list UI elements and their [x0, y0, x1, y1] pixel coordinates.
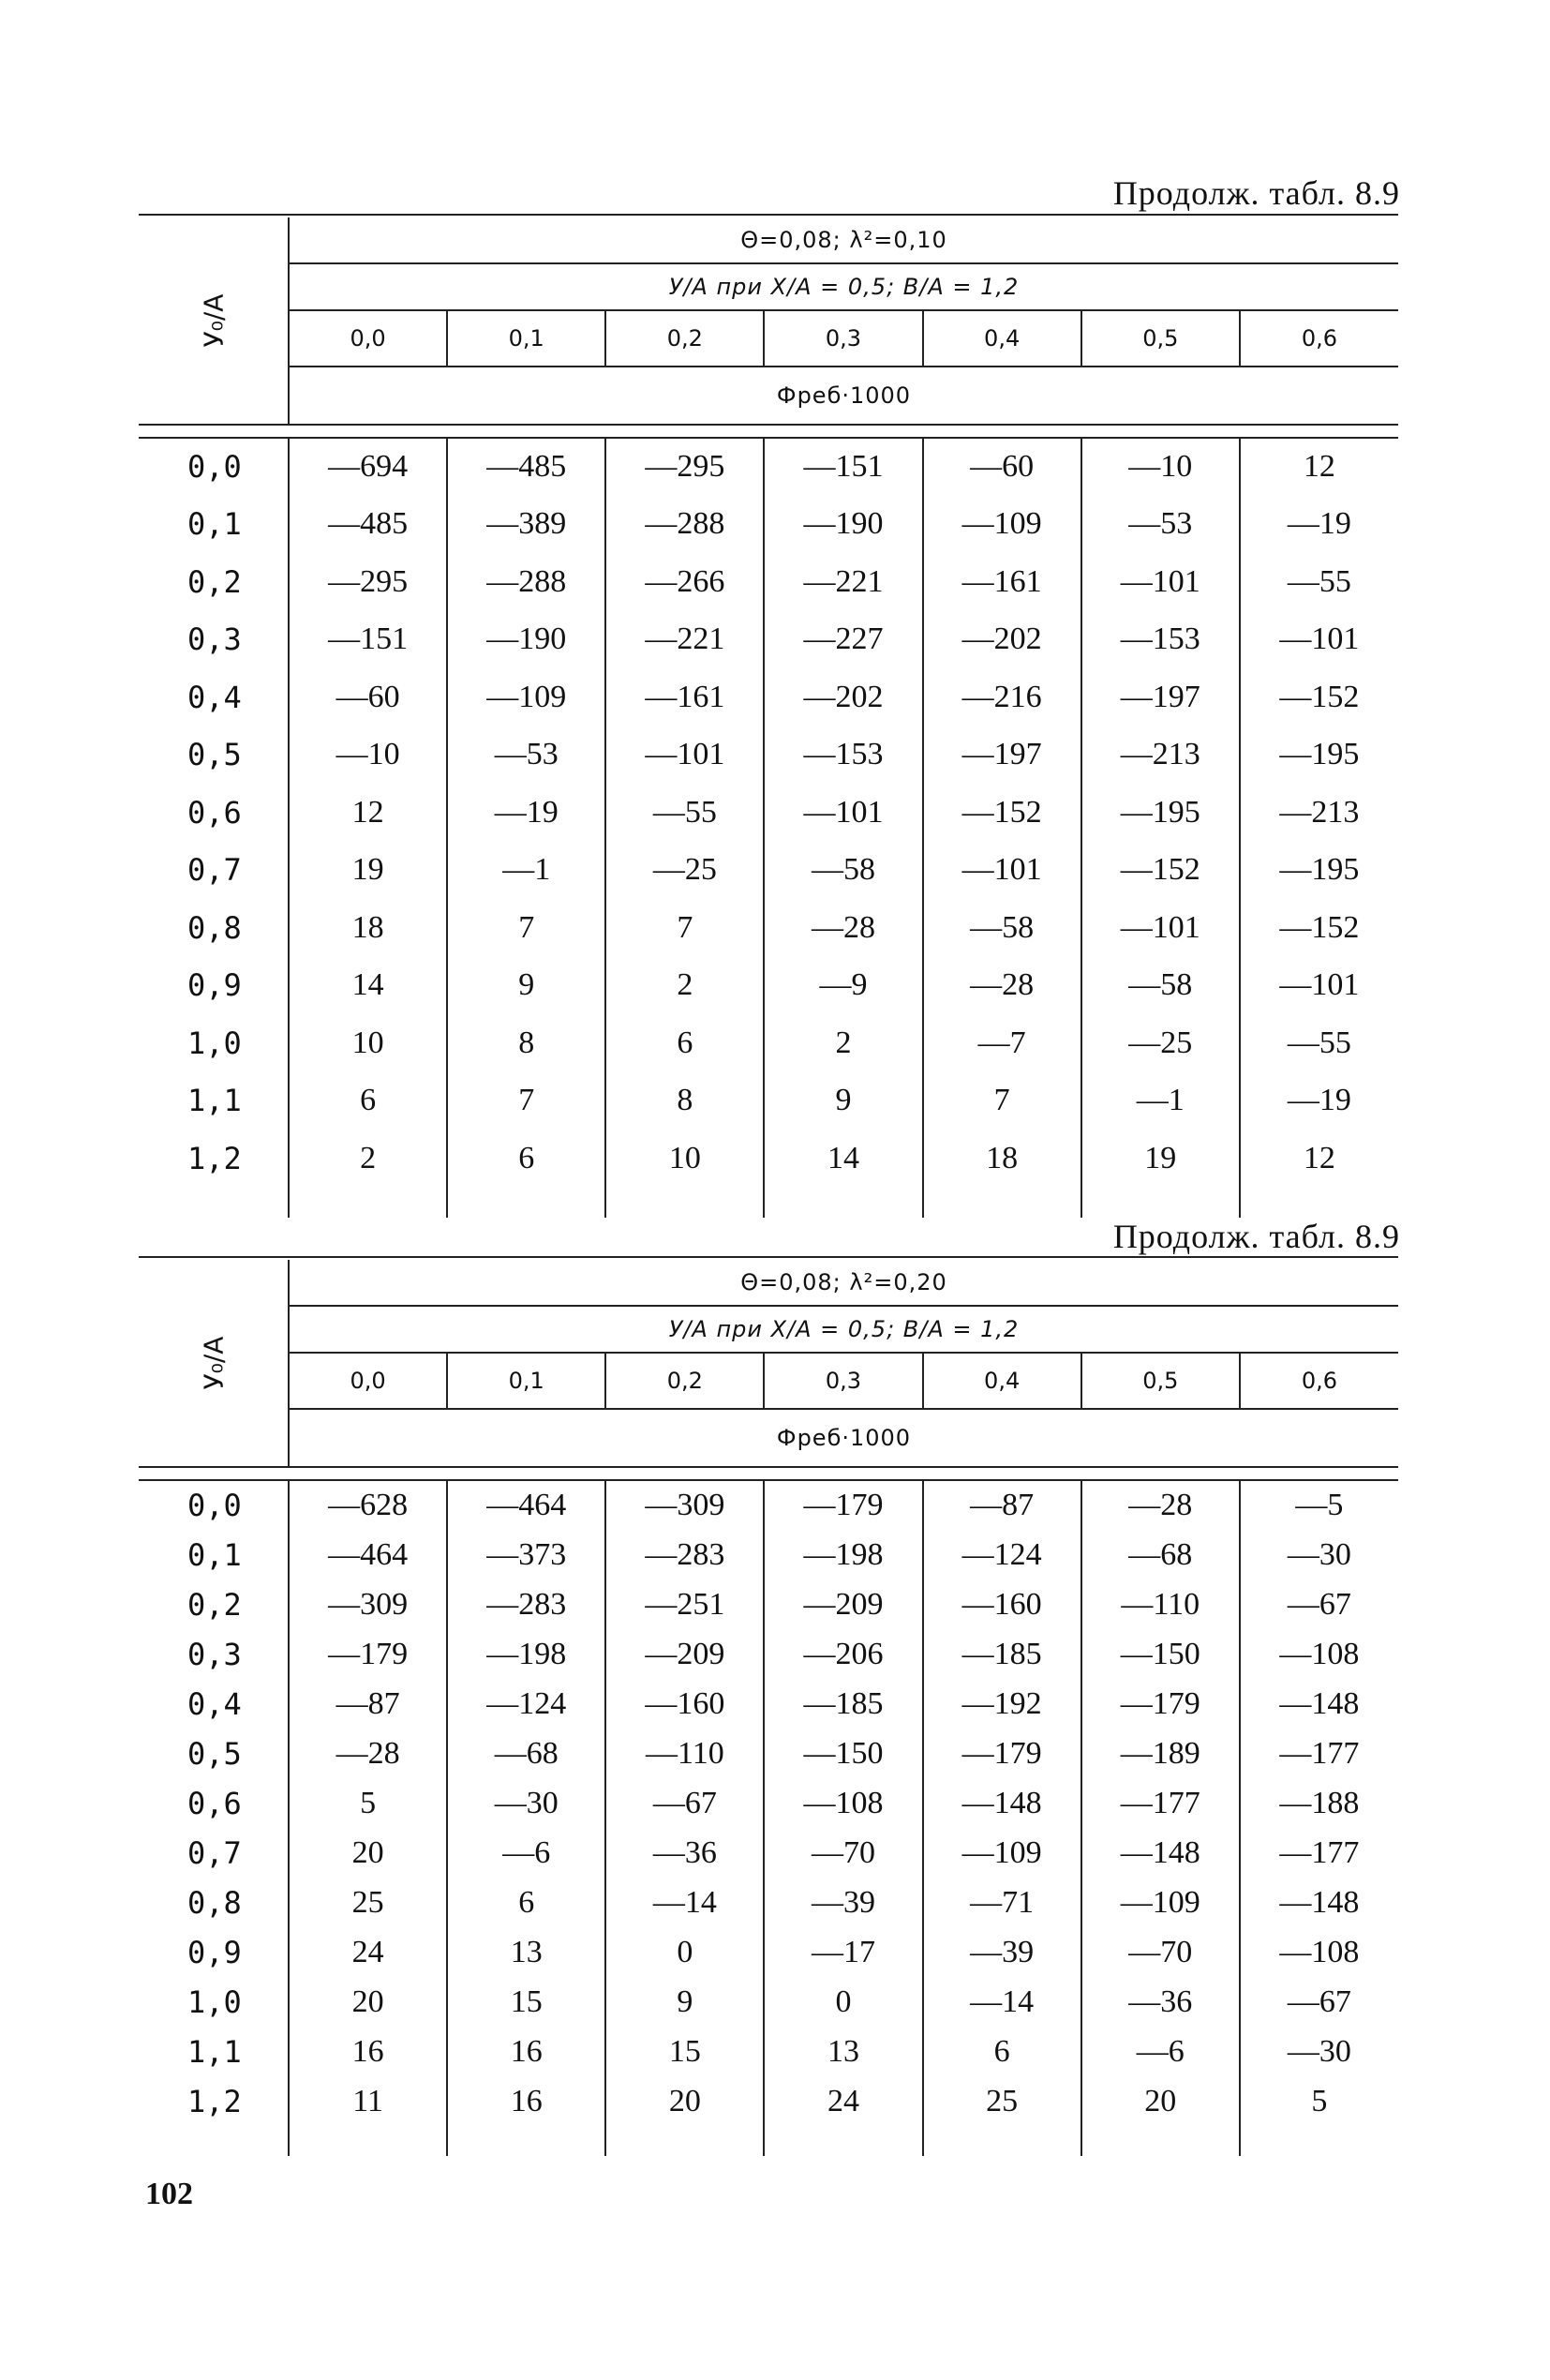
table-cell: —464 [447, 1480, 605, 1530]
table-cell: —6 [447, 1828, 605, 1878]
table-cell: —179 [764, 1480, 922, 1530]
table-cell: —153 [764, 726, 922, 785]
table-cell: —7 [923, 1014, 1081, 1072]
table-cell: —179 [289, 1629, 447, 1679]
table-cell: 6 [605, 1014, 764, 1072]
table-row [139, 1480, 1398, 1530]
table-row [139, 1579, 1398, 1629]
stub-header [139, 1260, 289, 1467]
table-cell: 0 [605, 1927, 764, 1977]
table-cell: 12 [1240, 1130, 1398, 1188]
table-cell: —295 [289, 553, 447, 611]
table-cell: —209 [605, 1629, 764, 1679]
table-cell: —283 [447, 1579, 605, 1629]
table-cell: —1 [1081, 1072, 1240, 1130]
table-cell: —161 [605, 668, 764, 726]
table-cell: —221 [764, 553, 922, 611]
column-header: 0,6 [1240, 1353, 1398, 1409]
column-header: 0,2 [605, 1353, 764, 1409]
table-grid [139, 1256, 1398, 2156]
table-cell: 16 [447, 2076, 605, 2126]
table-cell: —101 [1240, 611, 1398, 669]
table-cell: —148 [1240, 1878, 1398, 1927]
subheader: У/А при Х/А = 0,5; В/А = 1,2 [289, 263, 1398, 310]
table-caption-1: Продолж. табл. 8.9 [1112, 174, 1400, 212]
table-cell: 20 [289, 1977, 447, 2027]
table-row [139, 1927, 1398, 1977]
table-cell: —177 [1240, 1828, 1398, 1878]
table-cell: —179 [923, 1729, 1081, 1778]
table-cell: —295 [605, 438, 764, 496]
table-cell: 11 [289, 2076, 447, 2126]
table-cell: —152 [923, 784, 1081, 842]
table-cell: —70 [764, 1828, 922, 1878]
table-cell: 6 [289, 1072, 447, 1130]
table-cell: 14 [764, 1130, 922, 1188]
row-key: 1,2 [187, 1140, 242, 1176]
table-cell: —58 [764, 842, 922, 900]
column-header: 0,3 [764, 1353, 922, 1409]
table-cell: —148 [923, 1778, 1081, 1828]
table-cell: —283 [605, 1530, 764, 1579]
table-cell: —179 [1081, 1679, 1240, 1729]
table-cell: —109 [923, 1828, 1081, 1878]
table-cell: 20 [289, 1828, 447, 1878]
table-cell: —389 [447, 496, 605, 554]
table-cell: —53 [447, 726, 605, 785]
phi-label: Фреб·1000 [289, 1409, 1398, 1467]
table-cell: 20 [605, 2076, 764, 2126]
table-row [139, 1629, 1398, 1679]
table-cell: —58 [1081, 957, 1240, 1015]
table-cell: —19 [1240, 496, 1398, 554]
table-cell: 10 [289, 1014, 447, 1072]
table-cell: 7 [447, 1072, 605, 1130]
table-cell: 2 [289, 1130, 447, 1188]
table-cell: —152 [1240, 668, 1398, 726]
table-cell: —188 [1240, 1778, 1398, 1828]
table-cell: —70 [1081, 1927, 1240, 1977]
table-cell: —197 [923, 726, 1081, 785]
table-row [139, 726, 1398, 785]
table-cell: —60 [923, 438, 1081, 496]
column-header: 0,5 [1081, 310, 1240, 367]
table-cell: —28 [764, 899, 922, 957]
table-cell: —177 [1240, 1729, 1398, 1778]
table-cell: —14 [923, 1977, 1081, 2027]
table-cell: 25 [923, 2076, 1081, 2126]
table-cell: —9 [764, 957, 922, 1015]
table-cell: 13 [764, 2027, 922, 2076]
table-cell: 8 [447, 1014, 605, 1072]
table-cell: 24 [289, 1927, 447, 1977]
table-cell: —108 [1240, 1927, 1398, 1977]
table-row [139, 842, 1398, 900]
stub-header [139, 217, 289, 425]
table-cell: 9 [605, 1977, 764, 2027]
table-cell: —190 [447, 611, 605, 669]
table-row [139, 899, 1398, 957]
table-cell: 6 [447, 1130, 605, 1188]
table-cell: —148 [1081, 1828, 1240, 1878]
table-cell: —68 [1081, 1530, 1240, 1579]
row-key: 0,1 [187, 506, 242, 543]
table-cell: 6 [923, 2027, 1081, 2076]
table-cell: —58 [923, 899, 1081, 957]
table-row [139, 1072, 1398, 1130]
row-key: 0,0 [187, 1488, 242, 1523]
table-cell: —485 [447, 438, 605, 496]
row-key: 0,4 [187, 1685, 242, 1722]
table-cell: —206 [764, 1629, 922, 1679]
table-row [139, 1130, 1398, 1188]
table-cell: —221 [605, 611, 764, 669]
table-cell: 0 [764, 1977, 922, 2027]
table-cell: —202 [923, 611, 1081, 669]
table-cell: —148 [1240, 1679, 1398, 1729]
table-row [139, 1679, 1398, 1729]
table-cell: —30 [447, 1778, 605, 1828]
table-cell: —101 [923, 842, 1081, 900]
table-cell: 7 [447, 899, 605, 957]
table-cell: 9 [764, 1072, 922, 1130]
table-cell: —694 [289, 438, 447, 496]
table-cell: —197 [1081, 668, 1240, 726]
table-cell: —19 [447, 784, 605, 842]
table-cell: 18 [923, 1130, 1081, 1188]
table-cell: —152 [1240, 899, 1398, 957]
table-cell: —124 [447, 1679, 605, 1729]
table-cell: —266 [605, 553, 764, 611]
table-cell: 2 [764, 1014, 922, 1072]
table-cell: —19 [1240, 1072, 1398, 1130]
table-cell: —55 [1240, 1014, 1398, 1072]
table-cell: 5 [1240, 2076, 1398, 2126]
table-cell: —485 [289, 496, 447, 554]
table-cell: —17 [764, 1927, 922, 1977]
table-cell: —177 [1081, 1778, 1240, 1828]
table-cell: —87 [923, 1480, 1081, 1530]
row-key: 0,7 [187, 1834, 242, 1871]
table-row [139, 1014, 1398, 1072]
table-cell: 12 [289, 784, 447, 842]
table-cell: —109 [1081, 1878, 1240, 1927]
table-cell: —25 [1081, 1014, 1240, 1072]
table-cell: —55 [605, 784, 764, 842]
row-key: 0,3 [187, 621, 242, 658]
table-cell: —71 [923, 1878, 1081, 1927]
table-cell: 9 [447, 957, 605, 1015]
table-cell: —160 [605, 1679, 764, 1729]
table-row [139, 553, 1398, 611]
column-header: 0,0 [289, 1353, 447, 1409]
table-row [139, 1828, 1398, 1878]
table-row [139, 1878, 1398, 1927]
table-cell: —150 [1081, 1629, 1240, 1679]
table-cell: —30 [1240, 2027, 1398, 2076]
table-grid [139, 214, 1398, 1218]
table-cell: —5 [1240, 1480, 1398, 1530]
table-cell: —309 [605, 1480, 764, 1530]
row-key: 0,5 [187, 737, 242, 773]
column-header: 0,6 [1240, 310, 1398, 367]
table-cell: —25 [605, 842, 764, 900]
table-cell: 12 [1240, 438, 1398, 496]
table-cell: —190 [764, 496, 922, 554]
table-cell: —153 [1081, 611, 1240, 669]
table-cell: —309 [289, 1579, 447, 1629]
row-key: 1,0 [187, 1983, 242, 2020]
table-cell: —202 [764, 668, 922, 726]
table-row [139, 2076, 1398, 2126]
column-header: 0,3 [764, 310, 922, 367]
table-cell: 16 [289, 2027, 447, 2076]
table-cell: —198 [447, 1629, 605, 1679]
table-cell: 7 [923, 1072, 1081, 1130]
table-cell: 10 [605, 1130, 764, 1188]
table-cell: —151 [764, 438, 922, 496]
row-key: 1,1 [187, 1083, 242, 1119]
table-cell: 5 [289, 1778, 447, 1828]
table-cell: —101 [1081, 553, 1240, 611]
table-cell: —101 [764, 784, 922, 842]
table-cell: —192 [923, 1679, 1081, 1729]
subheader: У/А при Х/А = 0,5; В/А = 1,2 [289, 1306, 1398, 1353]
table-cell: —213 [1081, 726, 1240, 785]
table-cell: —195 [1240, 842, 1398, 900]
table-row [139, 1729, 1398, 1778]
table-cell: —151 [289, 611, 447, 669]
table-cell: 7 [605, 899, 764, 957]
table-cell: —101 [605, 726, 764, 785]
table-cell: —39 [764, 1878, 922, 1927]
table-cell: —108 [764, 1778, 922, 1828]
table-row [139, 1530, 1398, 1579]
row-key: 0,9 [187, 967, 242, 1004]
table-row [139, 2027, 1398, 2076]
stub-label: У₀/А [198, 1336, 229, 1390]
table-cell: —161 [923, 553, 1081, 611]
table-cell: —110 [1081, 1579, 1240, 1629]
table-cell: —108 [1240, 1629, 1398, 1679]
table-cell: —213 [1240, 784, 1398, 842]
table-cell: —14 [605, 1878, 764, 1927]
table-cell: —10 [1081, 438, 1240, 496]
table-row [139, 611, 1398, 669]
table-cell: —185 [764, 1679, 922, 1729]
table-cell: —464 [289, 1530, 447, 1579]
table-cell: 14 [289, 957, 447, 1015]
table-cell: —28 [923, 957, 1081, 1015]
table-row [139, 1977, 1398, 2027]
row-key: 0,4 [187, 679, 242, 715]
table-cell: 19 [1081, 1130, 1240, 1188]
table-cell: —6 [1081, 2027, 1240, 2076]
table-cell: —373 [447, 1530, 605, 1579]
table-cell: —209 [764, 1579, 922, 1629]
column-header: 0,2 [605, 310, 764, 367]
row-key: 0,6 [187, 794, 242, 831]
table-row [139, 438, 1398, 496]
table-cell: 20 [1081, 2076, 1240, 2126]
table-cell: —160 [923, 1579, 1081, 1629]
table-cell: —109 [447, 668, 605, 726]
table-cell: —124 [923, 1530, 1081, 1579]
table-cell: —1 [447, 842, 605, 900]
params-header: Θ=0,08; λ²=0,20 [289, 1260, 1398, 1306]
column-header: 0,1 [447, 310, 605, 367]
table-cell: 16 [447, 2027, 605, 2076]
row-key: 0,0 [187, 449, 242, 486]
table-cell: —288 [447, 553, 605, 611]
table-cell: 25 [289, 1878, 447, 1927]
table-cell: —68 [447, 1729, 605, 1778]
row-key: 0,3 [187, 1636, 242, 1672]
table-cell: —150 [764, 1729, 922, 1778]
table-cell: —55 [1240, 553, 1398, 611]
table-cell: —110 [605, 1729, 764, 1778]
table-cell: —109 [923, 496, 1081, 554]
table-cell: 13 [447, 1927, 605, 1977]
column-header: 0,4 [923, 1353, 1081, 1409]
table-cell: —195 [1240, 726, 1398, 785]
table-cell: —189 [1081, 1729, 1240, 1778]
table-cell: —185 [923, 1629, 1081, 1679]
table-cell: —10 [289, 726, 447, 785]
data-table-1 [139, 214, 1398, 1218]
table-cell: —87 [289, 1679, 447, 1729]
row-key: 0,6 [187, 1785, 242, 1821]
table-cell: —101 [1081, 899, 1240, 957]
table-cell: —251 [605, 1579, 764, 1629]
table-cell: —39 [923, 1927, 1081, 1977]
row-key: 0,8 [187, 909, 242, 946]
table-caption-2: Продолж. табл. 8.9 [1112, 1218, 1400, 1255]
params-header: Θ=0,08; λ²=0,10 [289, 217, 1398, 263]
table-cell: —67 [1240, 1977, 1398, 2027]
phi-label: Фреб·1000 [289, 367, 1398, 425]
row-key: 0,2 [187, 563, 242, 600]
table-cell: —60 [289, 668, 447, 726]
data-table-2 [139, 1256, 1398, 2156]
table-cell: 15 [605, 2027, 764, 2076]
table-row [139, 668, 1398, 726]
table-cell: 15 [447, 1977, 605, 2027]
row-key: 0,8 [187, 1884, 242, 1921]
table-cell: —67 [1240, 1579, 1398, 1629]
row-key: 1,1 [187, 2033, 242, 2070]
row-key: 0,5 [187, 1735, 242, 1772]
table-cell: —53 [1081, 496, 1240, 554]
table-cell: 18 [289, 899, 447, 957]
table-row [139, 957, 1398, 1015]
table-cell: —227 [764, 611, 922, 669]
row-key: 1,2 [187, 2083, 242, 2119]
table-cell: —28 [289, 1729, 447, 1778]
table-cell: 24 [764, 2076, 922, 2126]
row-key: 1,0 [187, 1025, 242, 1061]
table-cell: —288 [605, 496, 764, 554]
table-cell: 8 [605, 1072, 764, 1130]
table-cell: 6 [447, 1878, 605, 1927]
table-cell: —36 [1081, 1977, 1240, 2027]
table-cell: —67 [605, 1778, 764, 1828]
column-header: 0,0 [289, 310, 447, 367]
table-row [139, 784, 1398, 842]
table-cell: —152 [1081, 842, 1240, 900]
table-cell: —30 [1240, 1530, 1398, 1579]
page-number: 102 [145, 2177, 193, 2211]
table-cell: —216 [923, 668, 1081, 726]
column-header: 0,4 [923, 310, 1081, 367]
row-key: 0,9 [187, 1934, 242, 1970]
table-cell: —36 [605, 1828, 764, 1878]
table-cell: —101 [1240, 957, 1398, 1015]
table-row [139, 1778, 1398, 1828]
table-cell: 2 [605, 957, 764, 1015]
stub-label: У₀/А [198, 293, 229, 348]
table-cell: 19 [289, 842, 447, 900]
column-header: 0,1 [447, 1353, 605, 1409]
row-key: 0,2 [187, 1586, 242, 1623]
table-cell: —628 [289, 1480, 447, 1530]
table-cell: —195 [1081, 784, 1240, 842]
table-cell: —28 [1081, 1480, 1240, 1530]
table-row [139, 496, 1398, 554]
column-header: 0,5 [1081, 1353, 1240, 1409]
row-key: 0,1 [187, 1536, 242, 1573]
table-cell: —198 [764, 1530, 922, 1579]
row-key: 0,7 [187, 852, 242, 889]
